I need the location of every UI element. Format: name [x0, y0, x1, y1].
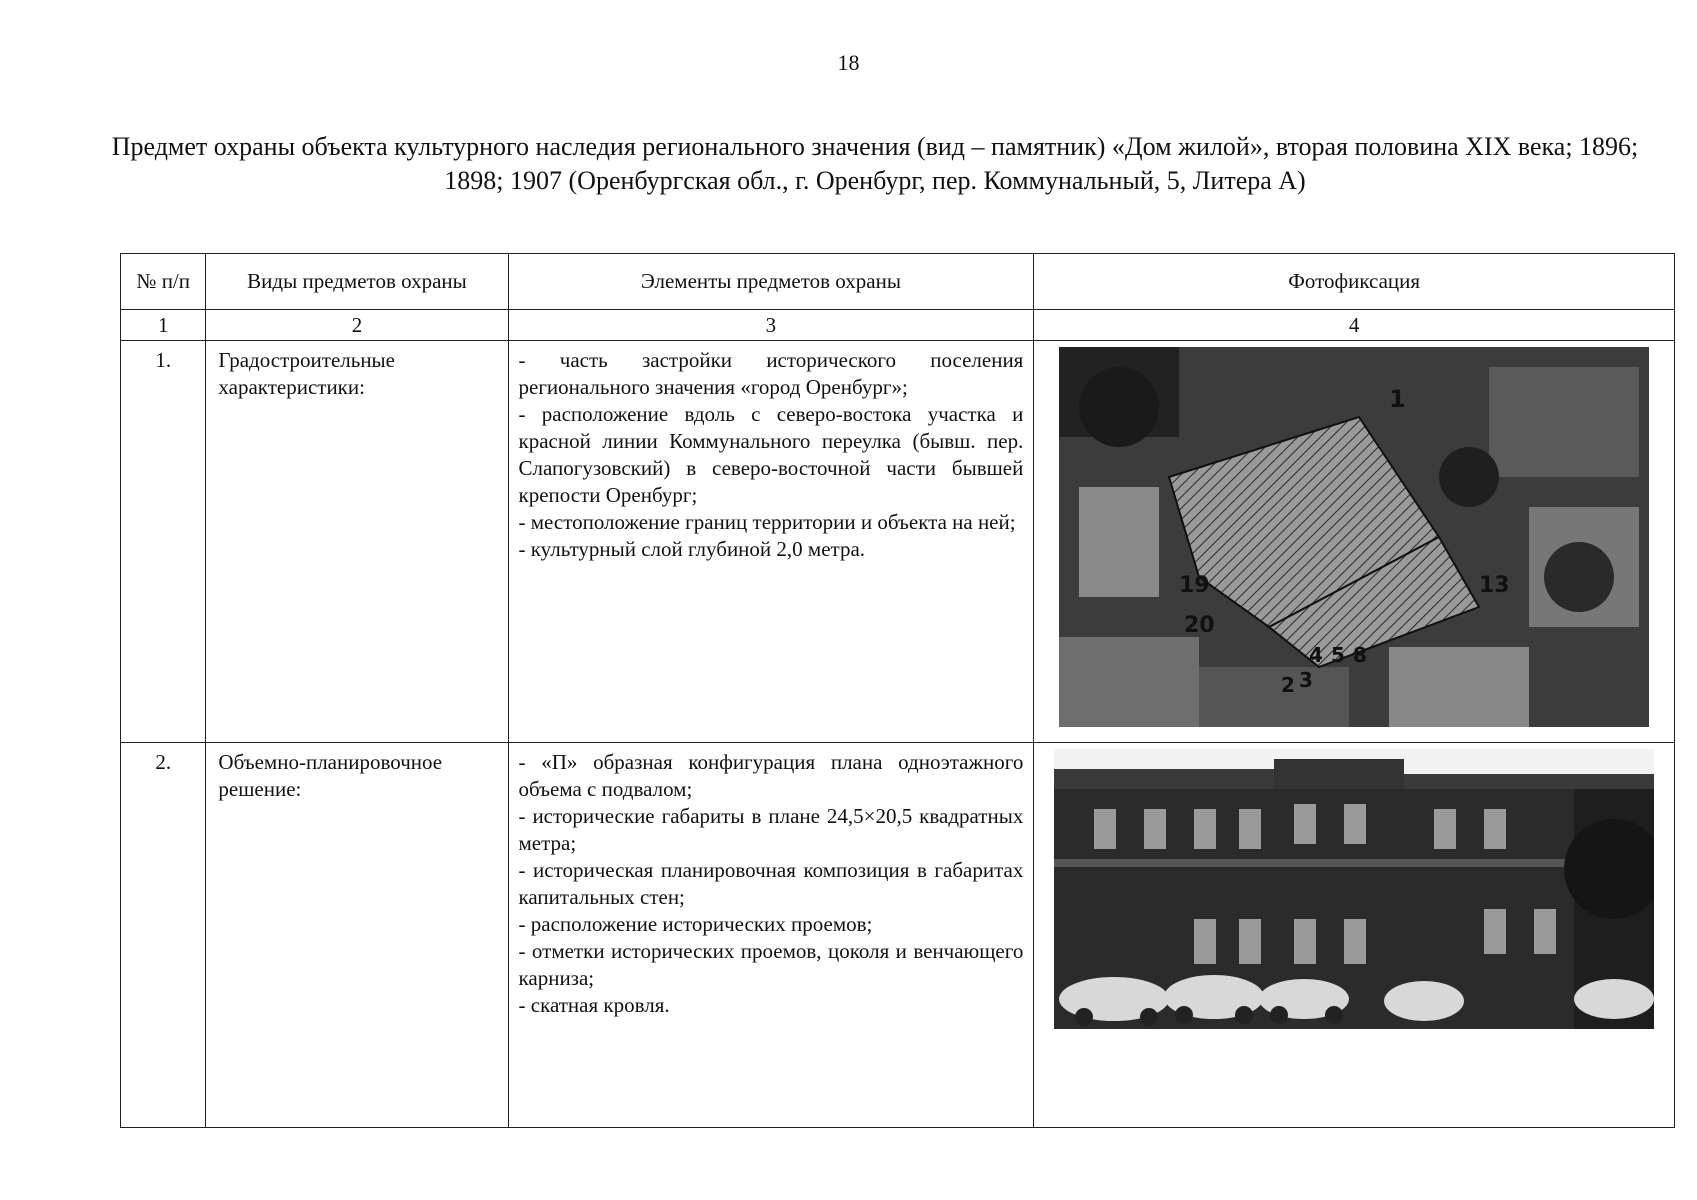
protection-table: [120, 253, 1675, 1128]
row-number: 2.: [121, 743, 206, 1128]
protection-type: Градостроительные характеристики:: [206, 341, 508, 743]
table-row: [121, 341, 1675, 743]
col-number-2: 2: [206, 310, 508, 341]
element-item: - часть застройки исторического поселения регионального значения «город Оренбург»;: [518, 348, 1024, 399]
photo-cell: [1034, 341, 1675, 743]
header-elements: Элементы предметов охраны: [508, 254, 1034, 310]
element-item: - исторические габариты в плане 24,5×20,5 квадратных метра;: [518, 804, 1024, 855]
aerial-map-photo: [1059, 347, 1649, 727]
row-number: 1.: [121, 341, 206, 743]
column-number-row: [121, 310, 1675, 341]
header-types: Виды предметов охраны: [206, 254, 508, 310]
building-facade-photo: [1054, 749, 1654, 1029]
protection-elements: [508, 743, 1034, 1128]
map-label: 20: [1184, 613, 1215, 638]
page-title: Предмет охраны объекта культурного наследия регионального значения (вид – памятник) «Дом жилой», вторая половина XIX века; 1896; 1898; 1907 (Оренбургская обл., г. Оренбург, пер. Коммунальный, 5, Литера А): [111, 132, 1639, 195]
map-label: 2: [1281, 673, 1296, 697]
element-item: - расположение вдоль с северо-востока участка и красной линии Коммунального переулка (бывш. пер. Слапогузовский) в северо-восточной части бывшей крепости Оренбург;: [518, 402, 1024, 507]
protection-elements: [508, 341, 1034, 743]
col-number-4: 4: [1034, 310, 1675, 341]
element-item: - историческая планировочная композиция в габаритах капитальных стен;: [518, 858, 1024, 909]
element-item: - культурный слой глубиной 2,0 метра.: [518, 537, 866, 561]
map-label: 3: [1299, 668, 1314, 692]
map-label: 19: [1179, 573, 1210, 598]
protection-type: Объемно-планировочное решение:: [206, 743, 508, 1128]
table-header-row: [121, 254, 1675, 310]
table-row: [121, 743, 1675, 1128]
element-item: - «П» образная конфигурация плана одноэтажного объема с подвалом;: [518, 750, 1024, 801]
map-label: 4: [1309, 643, 1324, 667]
element-item: - местоположение границ территории и объекта на ней;: [518, 510, 1016, 534]
element-item: - отметки исторических проемов, цоколя и венчающего карниза;: [518, 939, 1024, 990]
page-number: 18: [837, 50, 860, 75]
col-number-1: 1: [121, 310, 206, 341]
element-item: - скатная кровля.: [518, 993, 670, 1017]
map-label: 8: [1353, 643, 1368, 667]
map-label: 13: [1479, 573, 1510, 598]
element-item: - расположение исторических проемов;: [518, 912, 873, 936]
map-label: 1: [1389, 385, 1406, 413]
header-num: № п/п: [121, 254, 206, 310]
col-number-3: 3: [508, 310, 1034, 341]
map-label: 5: [1331, 643, 1346, 667]
header-photo: Фотофиксация: [1034, 254, 1675, 310]
photo-cell: [1034, 743, 1675, 1128]
